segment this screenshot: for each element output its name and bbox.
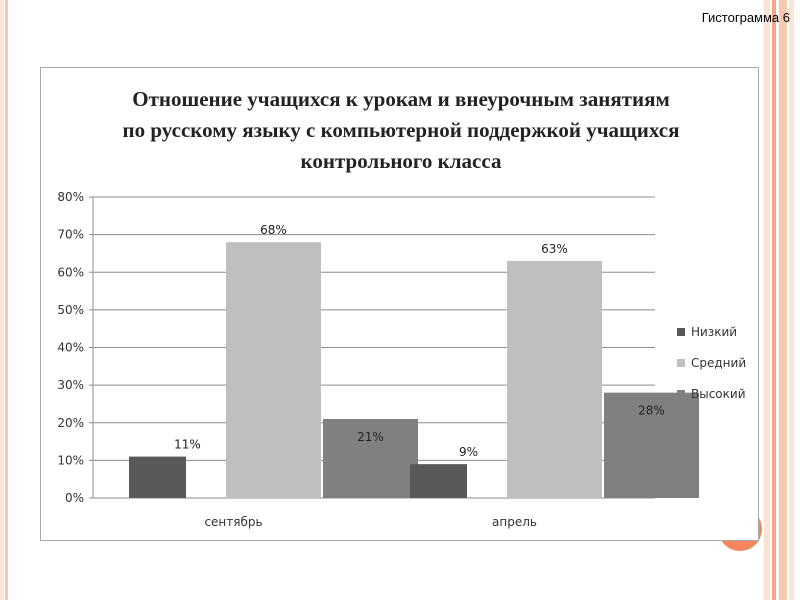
data-label: 63% [541, 241, 568, 256]
y-tick-label: 60% [57, 265, 84, 280]
legend-label: Средний [691, 355, 747, 370]
legend-label: Высокий [691, 386, 746, 401]
decor-stripe-right-3 [779, 0, 787, 600]
y-tick-label: 0% [64, 491, 84, 505]
bar [507, 261, 602, 498]
data-label: 68% [260, 223, 287, 238]
decor-stripe-left-1 [0, 0, 4, 600]
y-tick-label: 80% [57, 190, 84, 204]
legend-item [677, 378, 746, 409]
x-tick-label: сентябрь [204, 515, 263, 529]
decor-stripe-right-4 [789, 0, 794, 600]
data-label: 9% [458, 445, 479, 460]
bar [226, 242, 321, 498]
chart-frame [40, 67, 759, 541]
legend-swatch [677, 359, 685, 367]
bar [129, 457, 186, 498]
legend-swatch [677, 328, 685, 336]
y-tick-label: 70% [57, 227, 84, 242]
y-tick-label: 50% [57, 302, 84, 317]
legend-swatch [677, 390, 685, 398]
x-tick-label: апрель [492, 515, 537, 529]
chart-legend [677, 316, 746, 409]
y-tick-label: 40% [57, 340, 84, 355]
y-tick-label: 30% [57, 378, 84, 393]
y-tick-label: 10% [57, 453, 84, 468]
legend-item [677, 347, 746, 378]
legend-label: Низкий [691, 324, 738, 339]
decor-stripe-right-2 [772, 0, 776, 600]
decor-stripe-left-2 [5, 0, 8, 600]
data-label: 21% [357, 429, 384, 444]
bar [410, 464, 467, 498]
data-label: 28% [638, 403, 665, 418]
legend-item [677, 316, 746, 347]
data-label: 11% [174, 437, 201, 452]
decor-stripe-right-1 [764, 0, 770, 600]
chart-title: Отношение учащихся к урокам и внеурочным занятиям по русскому языку с компьютерной поддержкой учащихся контрольного класса [122, 87, 680, 173]
y-tick-label: 20% [57, 415, 84, 430]
bar-chart [41, 68, 760, 542]
slide-label: Гистограмма 6 [701, 10, 790, 25]
